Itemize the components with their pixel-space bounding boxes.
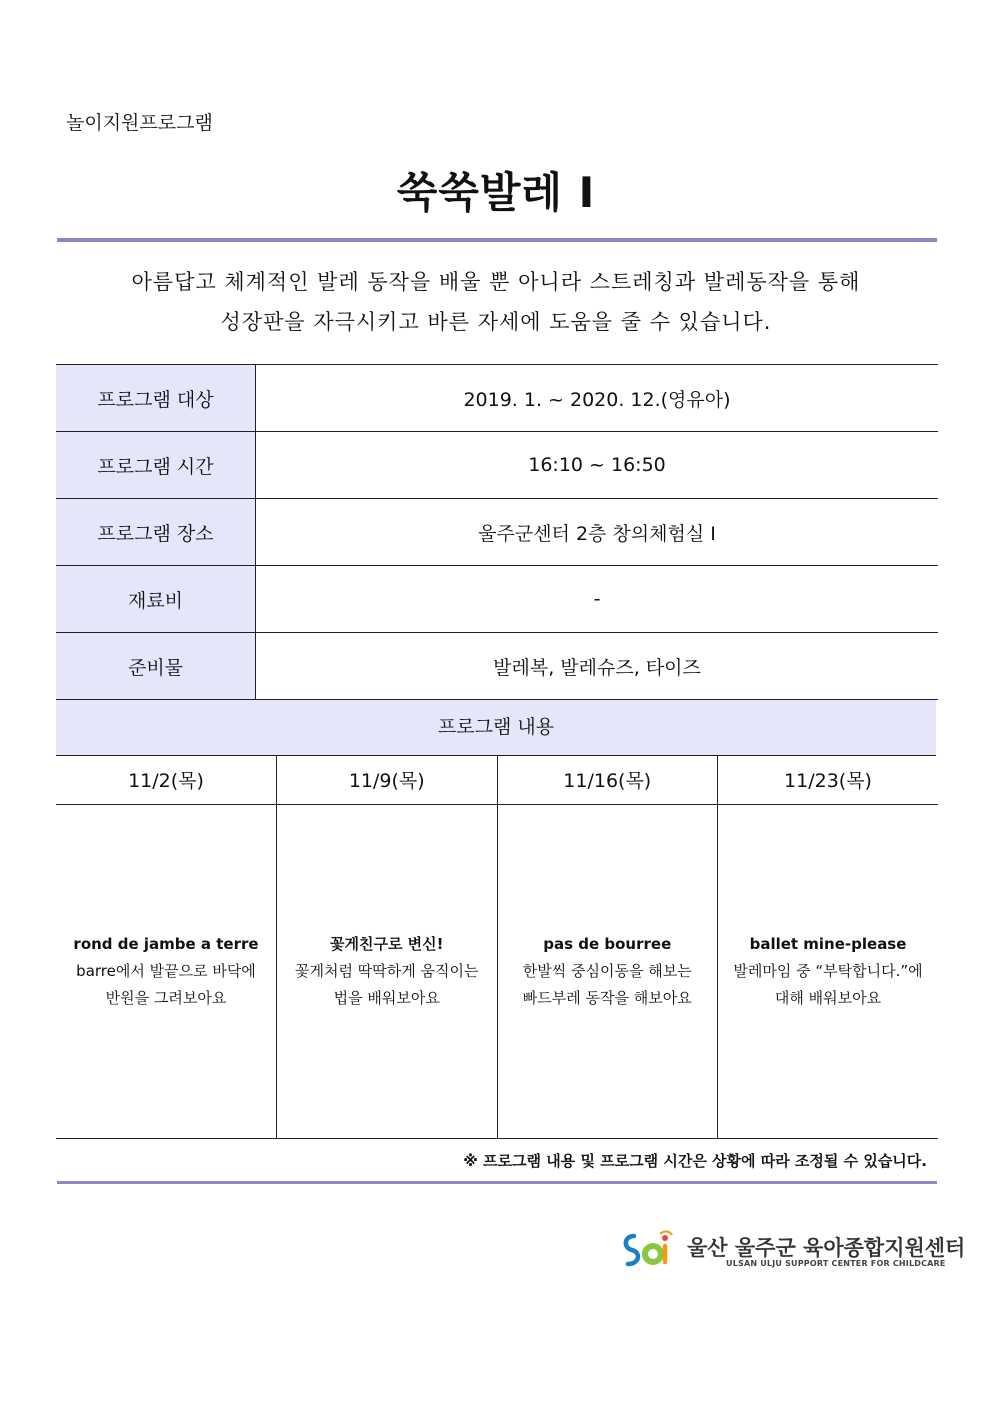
session-desc: 한발씩 중심이동을 해보는 (522, 962, 692, 980)
info-label: 프로그램 대상 (56, 365, 256, 432)
session-cell (56, 805, 277, 1139)
session-cell (718, 805, 939, 1139)
session-date: 11/23(목) (718, 755, 939, 805)
info-value: 2019. 1. ~ 2020. 12.(영유아) (256, 365, 939, 432)
intro-text (60, 262, 932, 342)
session-date: 11/9(목) (277, 755, 498, 805)
session-cell (497, 805, 718, 1139)
schedule-activity-row (56, 805, 938, 1139)
info-value: 발레복, 발레슈즈, 타이즈 (256, 633, 939, 700)
bottom-divider (57, 1181, 937, 1184)
info-label: 재료비 (56, 566, 256, 633)
session-date: 11/2(목) (56, 755, 277, 805)
top-divider (57, 238, 937, 242)
session-desc: 발레마임 중 “부탁합니다.”에 (733, 962, 923, 980)
session-desc: barre에서 발끝으로 바닥에 (76, 962, 256, 980)
category-label: 놀이지원프로그램 (66, 112, 213, 134)
content-header: 프로그램 내용 (56, 700, 936, 756)
org-logo (620, 1228, 966, 1278)
org-subtitle: ULSAN ULJU SUPPORT CENTER FOR CHILDCARE (726, 1259, 946, 1268)
schedule-note: ※ 프로그램 내용 및 프로그램 시간은 상황에 따라 조정될 수 있습니다. (463, 1152, 927, 1170)
info-row-target (56, 365, 938, 432)
schedule-table (56, 755, 938, 1139)
session-title: ballet mine-please (749, 935, 907, 953)
info-row-supplies (56, 633, 938, 700)
session-title: pas de bourree (543, 935, 672, 953)
sci-logo-icon (620, 1228, 680, 1272)
page-title: 쑥쑥발레 I (396, 168, 596, 217)
info-row-place (56, 499, 938, 566)
session-title: rond de jambe a terre (73, 935, 259, 953)
session-desc: 꽃게처럼 딱딱하게 움직이는 (295, 962, 479, 980)
session-desc: 법을 배워보아요 (333, 989, 440, 1007)
intro-line-1: 아름답고 체계적인 발레 동작을 배울 뿐 아니라 스트레칭과 발레동작을 통해 (131, 270, 861, 294)
schedule-date-row (56, 755, 938, 805)
info-label: 프로그램 장소 (56, 499, 256, 566)
session-desc: 빠드부레 동작을 해보아요 (522, 989, 692, 1007)
session-desc: 반원을 그려보아요 (105, 989, 227, 1007)
info-value: 16:10 ~ 16:50 (256, 432, 939, 499)
info-row-fee (56, 566, 938, 633)
info-table (56, 364, 938, 700)
session-date: 11/16(목) (497, 755, 718, 805)
info-value: 울주군센터 2층 창의체험실 I (256, 499, 939, 566)
session-cell (277, 805, 498, 1139)
session-desc: 대해 배워보아요 (774, 989, 882, 1007)
info-row-time (56, 432, 938, 499)
intro-line-2: 성장판을 자극시키고 바른 자세에 도움을 줄 수 있습니다. (220, 310, 772, 334)
info-value: - (256, 566, 939, 633)
session-title: 꽃게친구로 변신! (330, 935, 444, 953)
info-label: 준비물 (56, 633, 256, 700)
org-name: 울산 울주군 육아종합지원센터 (687, 1236, 966, 1260)
info-label: 프로그램 시간 (56, 432, 256, 499)
